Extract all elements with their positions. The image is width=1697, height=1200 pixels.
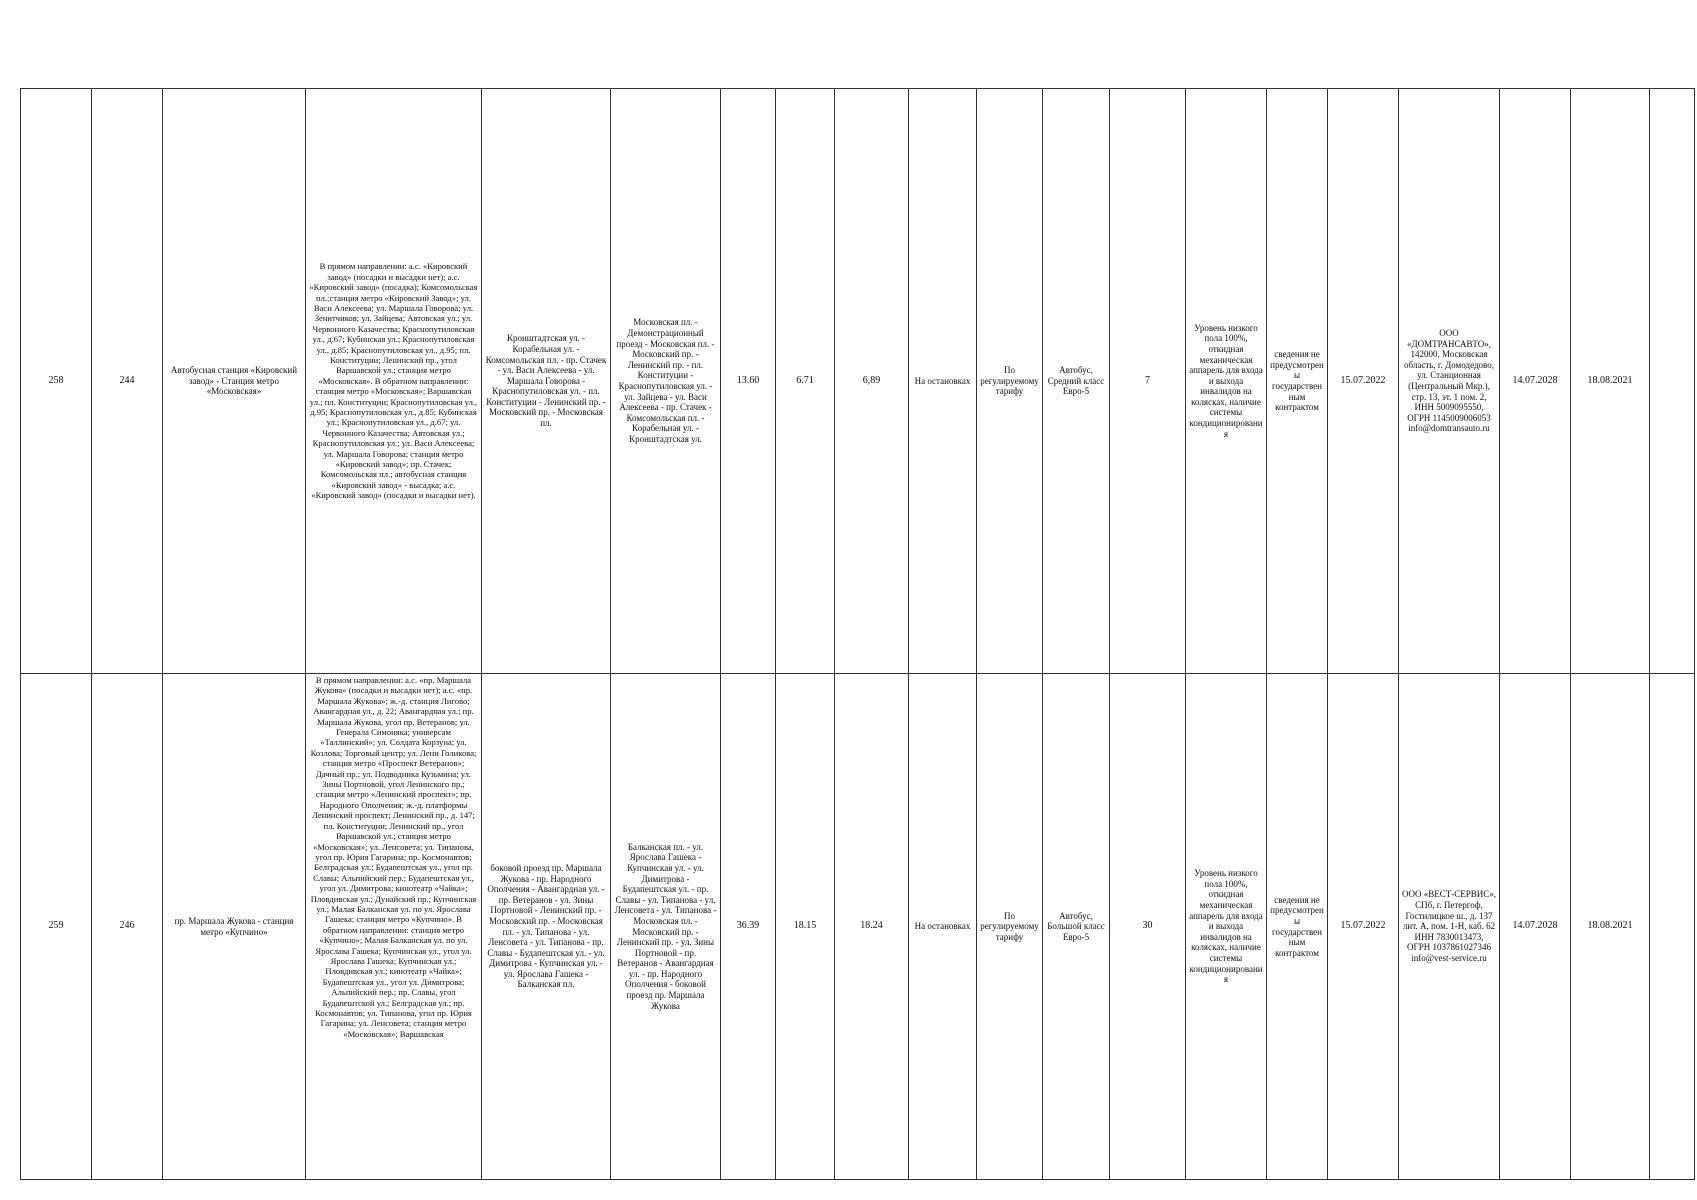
routes-table: [20, 88, 1695, 1180]
streets-back: Московская пл. - Демонстрационный проезд - Московская пл. - Московский пр. - Ленинский пр. - пл. Конституции - Краснопутиловская ул. - ул. Зайцева - ул. Васи Алексеева - пр. Стачек - Комсомольская пл. - Корабельная ул. - Кронштадтская ул.: [611, 89, 721, 674]
route-name: пр. Маршала Жукова - станция метро «Купчино»: [163, 674, 306, 1180]
table-row: [21, 674, 1695, 1180]
route-stops: В прямом направлении: а.с. «Кировский завод» (посадки и высадки нет); а.с. «Кировский завод» (посадка); Комсомольская пл.;станция метро «Кировский Завод»; ул. Васи Алексеева; ул. Маршала Говорова; ул. Зенитчиков; ул. Зайцева; Автовская ул.; ул. Червонного Казачества; Краснопутиловская ул., д.67; Кубинская ул.; Краснопутиловская ул., д.85; Краснопутиловская ул., д.95; пл. Конституции; Ленинский пр., угол Варшавской ул.; станция метро «Московская». В обратном направлении: станция метро «Московская»; Варшавская ул.; пл. Конституции; Краснопутиловская ул., д.95; Краснопутиловская ул., д.85; Кубинская ул.; Краснопутиловская ул., д.67; ул. Червонного Казачества; Автовская ул.; Краснопутиловская ул.; ул. Васи Алексеева; ул. Маршала Говорова; станция метро «Кировский завод»; пр. Стачек; Комсомольская пл.; автобусная станция «Кировский завод» - высадка; а.с. «Кировский завод» (посадки и высадки нет).: [306, 89, 482, 674]
route-length-total: 13.60: [721, 89, 776, 674]
extra-date: 18.08.2021: [1571, 89, 1650, 674]
stop-order: На остановках: [909, 89, 977, 674]
vehicle-count: 7: [1110, 89, 1186, 674]
end-date: 14.07.2028: [1500, 89, 1571, 674]
extra-date: 18.08.2021: [1571, 674, 1650, 1180]
end-date: 14.07.2028: [1500, 674, 1571, 1180]
route-length-forward: 18.15: [776, 674, 835, 1180]
table-row: [21, 89, 1695, 674]
empty-cell: [1650, 674, 1695, 1180]
carrier-info: ООО «ВЕСТ-СЕРВИС», СПб, г. Петергоф, Гостилицкое ш., д. 137 лит. А, пом. 1-Н, каб. 62 ИНН 7830013473, ОГРН 1037861027346 info@vest-service.ru: [1399, 674, 1500, 1180]
start-date: 15.07.2022: [1328, 674, 1399, 1180]
route-number: 246: [92, 674, 163, 1180]
route-length-total: 36.39: [721, 674, 776, 1180]
contract-info: сведения не предусмотрены государственным контрактом: [1267, 89, 1328, 674]
vehicle-class: Автобус, Большой класс Евро-5: [1043, 674, 1110, 1180]
route-length-back: 6,89: [835, 89, 909, 674]
registry-number: 259: [21, 674, 92, 1180]
streets-forward: Кронштадтская ул. - Корабельная ул. - Комсомольская пл. - пр. Стачек - ул. Васи Алексеева - ул. Маршала Говорова - Краснопутиловская ул. - пл. Конституции - Ленинский пр. - Московский пр. - Московская пл.: [482, 89, 611, 674]
route-number: 244: [92, 89, 163, 674]
streets-back: Балканская пл. - ул. Ярослава Гашека - Купчинская ул. - ул. Димитрова - Будапештская ул. - пр. Славы - ул. Типанова - ул. Ленсовета - ул. Типанова - Московская пл. - Московский пр. - Ленинский пр. - ул. Зины Портновой - пр. Ветеранов - Авангардная ул. - пр. Народного Ополчения - боковой проезд пр. Маршала Жукова: [611, 674, 721, 1180]
streets-forward: боковой проезд пр. Маршала Жукова - пр. Народного Ополчения - Авангардная ул. - пр. Ветеранов - ул. Зины Портновой - Ленинский пр. - Московский пр. - Московская пл. - ул. Типанова - ул. Ленсовета - ул. Типанова - пр. Славы - Будапештская ул. - ул. Димитрова - Купчинская ул. - ул. Ярослава Гашека - Балканская пл.: [482, 674, 611, 1180]
vehicle-features: Уровень низкого пола 100%, откидная механическая аппарель для входа и выхода инвалидов на колясках, наличие системы кондиционирования: [1186, 89, 1267, 674]
route-stops: В прямом направлении: а.с. «пр. Маршала Жукова» (посадки и высадки нет); а.с. «пр. Маршала Жукова»; ж.-д. станция Лигово; Авангардная ул., д. 22; Авангардная ул.; пр. Маршала Жукова, угол пр. Ветеранов; ул. Генерала Симоняка; универсам «Таллинский»; ул. Солдата Корзуна; ул. Козлова; Торговый центр; ул. Лени Голикова; станция метро «Проспект Ветеранов»; Дачный пр.; ул. Подводника Кузьмина; ул. Зины Портновой, угол Ленинского пр.; станция метро «Ленинский проспект»; пр. Народного Ополчения; ж.-д. платформы Ленинский проспект; Ленинский пр., д. 147; пл. Конституции; Ленинский пр., угол Варшавской ул.; станция метро «Московская»; ул. Ленсовета; ул. Типанова, угол пр. Юрия Гагарина; пр. Космонавтов; Белградская ул.; Будапештская ул., угол пр. Славы; Альпийский пер.; Будапештская ул., угол ул. Димитрова; кинотеатр «Чайка»; Пловдивская ул.; Дунайский пр.; Купчинская ул.; Малая Балканская ул. по ул. Ярослава Гашека; станция метро «Купчино». В обратном направлении: станция метро «Купчино»; Малая Балканская ул. по ул. Ярослава Гашека; Купчинская ул., угол ул. Ярослава Гашека; Купчинская ул.; Пловдивская ул.; кинотеатр «Чайка»; Будапештская ул., угол ул. Димитрова; Альпийский пер.; пр. Славы, угол Будапештской ул.; Белградская ул.; пр. Космонавтов; ул. Типанова, угол пр. Юрия Гагарина; ул. Ленсовета; станция метро «Московская»; Варшавская: [306, 674, 482, 1180]
vehicle-count: 30: [1110, 674, 1186, 1180]
empty-cell: [1650, 89, 1695, 674]
tariff-type: По регулируемому тарифу: [977, 674, 1043, 1180]
stop-order: На остановках: [909, 674, 977, 1180]
tariff-type: По регулируемому тарифу: [977, 89, 1043, 674]
route-name: Автобусная станция «Кировский завод» - Станция метро «Московская»: [163, 89, 306, 674]
route-length-forward: 6.71: [776, 89, 835, 674]
contract-info: сведения не предусмотрены государственным контрактом: [1267, 674, 1328, 1180]
vehicle-features: Уровень низкого пола 100%, откидная механическая аппарель для входа и выхода инвалидов на колясках, наличие системы кондиционирования: [1186, 674, 1267, 1180]
registry-number: 258: [21, 89, 92, 674]
vehicle-class: Автобус, Средний класс Евро-5: [1043, 89, 1110, 674]
carrier-info: ООО «ДОМТРАНСАВТО», 142000, Московская область, г. Домодедово, ул. Станционная (Центральный Мкр.), стр. 13, эт. 1 пом. 2, ИНН 5009095550, ОГРН 1145009006053 info@domtransauto.ru: [1399, 89, 1500, 674]
start-date: 15.07.2022: [1328, 89, 1399, 674]
route-length-back: 18.24: [835, 674, 909, 1180]
